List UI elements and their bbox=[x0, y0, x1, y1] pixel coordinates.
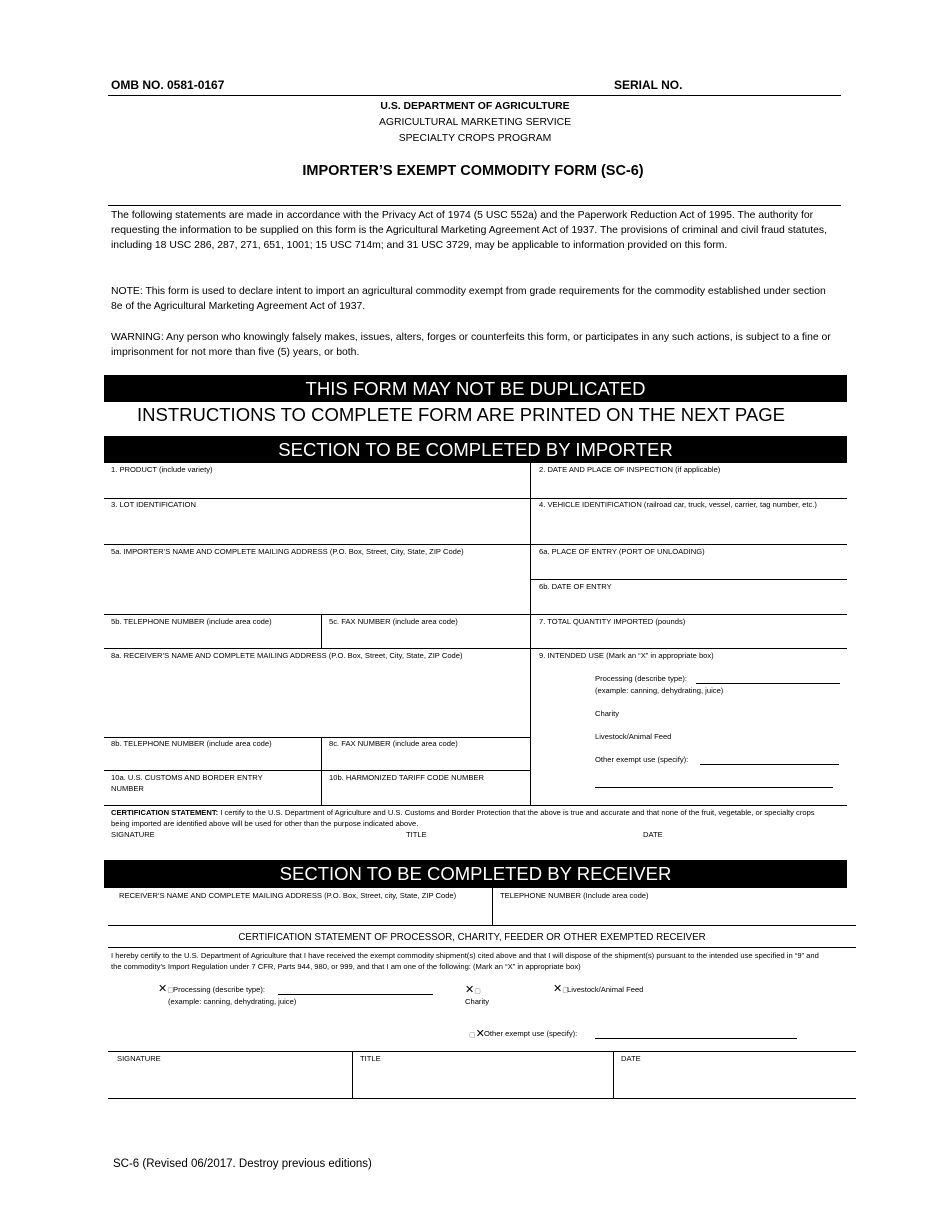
grid-line bbox=[104, 544, 847, 545]
certification-label: CERTIFICATION STATEMENT: bbox=[111, 808, 219, 817]
processing-type-line[interactable] bbox=[696, 683, 840, 684]
tariff-code-field[interactable]: 10b. HARMONIZED TARIFF CODE NUMBER bbox=[329, 773, 484, 782]
grid-line bbox=[108, 947, 856, 948]
receiver-fax-field[interactable]: 8c. FAX NUMBER (include area code) bbox=[329, 739, 458, 748]
header-rule bbox=[108, 95, 841, 96]
grid-divider bbox=[321, 737, 322, 805]
product-field[interactable]: 1. PRODUCT (include variety) bbox=[111, 465, 213, 474]
total-quantity-field[interactable]: 7. TOTAL QUANTITY IMPORTED (pounds) bbox=[539, 617, 686, 626]
vehicle-identification-field[interactable]: 4. VEHICLE IDENTIFICATION (railroad car, truck, vessel, carrier, tag number, etc.) bbox=[539, 500, 817, 509]
importer-fax-field[interactable]: 5c. FAX NUMBER (include area code) bbox=[329, 617, 458, 626]
date-of-entry-field[interactable]: 6b. DATE OF ENTRY bbox=[539, 582, 612, 591]
certification-text: I certify to the U.S. Department of Agriculture and U.S. Customs and Border Protection that the above is true and accurate and that none of the fruit, vegetable, or specialty crops being imported are identified above will be used for other than the purpose indicated above. bbox=[111, 808, 815, 828]
grid-divider bbox=[530, 463, 531, 805]
processing-example: (example: canning, dehydrating, juice) bbox=[595, 686, 724, 695]
department-name: U.S. DEPARTMENT OF AGRICULTURE bbox=[380, 101, 570, 112]
intended-use-processing-option[interactable]: Processing (describe type): bbox=[595, 674, 688, 683]
grid-line bbox=[108, 925, 856, 926]
receiver-charity-option: Charity bbox=[465, 997, 490, 1006]
receiver-certification-heading: CERTIFICATION STATEMENT OF PROCESSOR, CHARITY, FEEDER OR OTHER EXEMPTED RECEIVER bbox=[238, 932, 706, 943]
grid-divider bbox=[352, 1051, 353, 1098]
intended-use-label: 9. INTENDED USE (Mark an “X” in appropriate box) bbox=[539, 651, 714, 660]
grid-line bbox=[104, 614, 847, 615]
lot-identification-field[interactable]: 3. LOT IDENTIFICATION bbox=[111, 500, 196, 509]
importer-signature-field[interactable]: SIGNATURE bbox=[111, 830, 155, 839]
receiver-certification-text: I hereby certify to the U.S. Department of Agriculture that I have received the exempt commodity shipment(s) cited above and that I will dispose of the shipment(s) pursuant to the intended use specified in “9” and the commodity’s Import Regulation under 7 CFR, Parts 944, 980, or 999, and that I am one of the following: (Mark an “X” in appropriate box) bbox=[111, 951, 819, 971]
serial-number-label: SERIAL NO. bbox=[614, 78, 683, 92]
importer-telephone-field[interactable]: 5b. TELEPHONE NUMBER (include area code) bbox=[111, 617, 272, 626]
grid-line bbox=[104, 648, 847, 649]
other-use-checkbox[interactable]: ▢✕ bbox=[469, 1028, 485, 1040]
receiver-other-line[interactable] bbox=[595, 1038, 797, 1039]
receiver-telephone-input[interactable]: TELEPHONE NUMBER (Include area code) bbox=[500, 891, 649, 900]
livestock-checkbox[interactable]: ✕▢ bbox=[553, 983, 569, 995]
intended-use-other-option[interactable]: Other exempt use (specify): bbox=[595, 755, 689, 764]
receiver-processing-line[interactable] bbox=[278, 994, 433, 995]
intended-use-livestock-option[interactable]: Livestock/Animal Feed bbox=[595, 732, 672, 741]
intended-use-charity-option[interactable]: Charity bbox=[595, 709, 620, 718]
processing-checkbox[interactable]: ✕▢ bbox=[158, 983, 174, 995]
importer-certification-statement bbox=[111, 807, 829, 829]
customs-entry-number-field[interactable]: 10a. U.S. CUSTOMS AND BORDER ENTRY NUMBER bbox=[111, 773, 263, 793]
receiver-processing-example: (example: canning, dehydrating, juice) bbox=[168, 997, 297, 1006]
grid-divider bbox=[321, 614, 322, 648]
receiver-livestock-option: Livestock/Animal Feed bbox=[567, 985, 644, 994]
title-rule bbox=[108, 205, 841, 206]
note-statement: NOTE: This form is used to declare intent to import an agricultural commodity exempt from grade requirements for the commodity established under section 8e of the Agricultural Marketing Agreement Act of 1937. bbox=[111, 286, 826, 313]
grid-line bbox=[108, 1051, 856, 1052]
receiver-date-field[interactable]: DATE bbox=[621, 1054, 641, 1063]
service-name: AGRICULTURAL MARKETING SERVICE bbox=[378, 117, 572, 128]
place-of-entry-field[interactable]: 6a. PLACE OF ENTRY (PORT OF UNLOADING) bbox=[539, 547, 705, 556]
instructions-notice: INSTRUCTIONS TO COMPLETE FORM ARE PRINTED ON THE NEXT PAGE bbox=[137, 404, 785, 425]
grid-line bbox=[104, 805, 847, 806]
receiver-other-option: Other exempt use (specify): bbox=[484, 1029, 578, 1038]
charity-checkbox[interactable]: ✕▢ bbox=[465, 984, 481, 996]
grid-line bbox=[104, 770, 531, 771]
form-revision: SC-6 (Revised 06/2017. Destroy previous editions) bbox=[113, 1158, 372, 1170]
program-name: SPECIALTY CROPS PROGRAM bbox=[398, 133, 552, 144]
importer-section-banner: SECTION TO BE COMPLETED BY IMPORTER bbox=[104, 436, 847, 463]
warning-statement: WARNING: Any person who knowingly falsely makes, issues, alters, forges or counterfeits this form, or participates in any such actions, is subject to a fine or imprisonment for not more than five (5) years, or both. bbox=[111, 332, 831, 359]
inspection-date-place-field[interactable]: 2. DATE AND PLACE OF INSPECTION (if applicable) bbox=[539, 465, 721, 474]
grid-divider bbox=[613, 1051, 614, 1098]
receiver-processing-option: Processing (describe type): bbox=[173, 985, 266, 994]
receiver-name-address-field[interactable]: 8a. RECEIVER’S NAME AND COMPLETE MAILING ADDRESS (P.O. Box, Street, City, State, ZIP Code) bbox=[111, 651, 463, 660]
privacy-statement: The following statements are made in accordance with the Privacy Act of 1974 (5 USC 552a) and the Paperwork Reduction Act of 1995. The authority for requesting the information to be supplied on this form is the Agricultural Marketing Agreement Act of 1937. The provisions of criminal and civil fraud statutes, including 18 USC 286, 287, 271, 651, 1001; 15 USC 714m; and 31 USC 3729, may be applicable to information provided on this form. bbox=[111, 210, 827, 252]
grid-line bbox=[108, 1098, 856, 1099]
omb-number: OMB NO. 0581-0167 bbox=[111, 78, 225, 92]
receiver-title-field[interactable]: TITLE bbox=[360, 1054, 381, 1063]
receiver-signature-field[interactable]: SIGNATURE bbox=[117, 1054, 161, 1063]
importer-name-address-field[interactable]: 5a. IMPORTER’S NAME AND COMPLETE MAILING ADDRESS (P.O. Box, Street, City, State, ZIP Code) bbox=[111, 547, 464, 556]
importer-title-field[interactable]: TITLE bbox=[406, 830, 427, 839]
grid-line bbox=[530, 579, 847, 580]
form-title: IMPORTER’S EXEMPT COMMODITY FORM (SC-6) bbox=[302, 163, 644, 179]
other-use-line[interactable] bbox=[700, 764, 839, 765]
importer-date-field[interactable]: DATE bbox=[643, 830, 663, 839]
no-duplicate-banner: THIS FORM MAY NOT BE DUPLICATED bbox=[104, 375, 847, 402]
receiver-name-address-input[interactable]: RECEIVER’S NAME AND COMPLETE MAILING ADDRESS (P.O. Box, Street, city, State, ZIP Code) bbox=[119, 891, 457, 900]
other-use-line-2[interactable] bbox=[595, 787, 833, 788]
receiver-telephone-field[interactable]: 8b. TELEPHONE NUMBER (include area code) bbox=[111, 739, 272, 748]
grid-divider bbox=[492, 888, 493, 925]
receiver-section-banner: SECTION TO BE COMPLETED BY RECEIVER bbox=[104, 860, 847, 888]
